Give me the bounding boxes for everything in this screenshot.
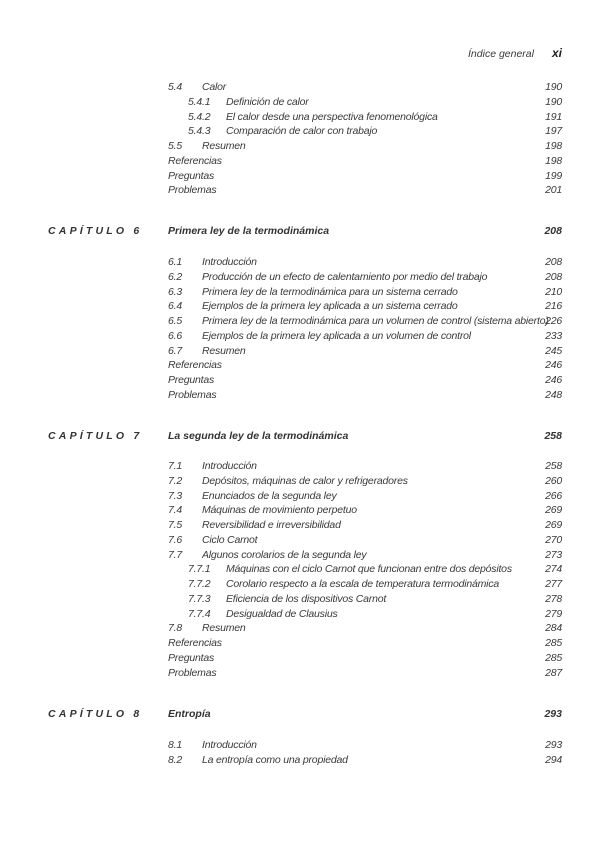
toc-entry: [0, 607, 600, 622]
entry-title: Producción de un efecto de calentamiento por medio del trabajo: [202, 270, 488, 283]
entry-title: Introducción: [202, 739, 257, 751]
toc-section: [0, 80, 600, 198]
entry-number: 7.7.3: [188, 592, 211, 605]
entry-number: 5.4.2: [188, 110, 211, 123]
entry-page: 246: [545, 374, 562, 386]
toc-entry: [0, 533, 600, 548]
entry-page: 197: [545, 125, 562, 138]
entry-title: Resumen: [202, 344, 246, 357]
toc-entry: [0, 592, 600, 607]
entry-title: Enunciados de la segunda ley: [202, 489, 337, 502]
toc-entry: [0, 139, 600, 154]
running-header-title: Índice general: [468, 48, 534, 60]
entry-title: El calor desde una perspectiva fenomenológica: [226, 110, 438, 123]
chapter-heading: [0, 706, 600, 722]
toc-entry: [0, 562, 600, 577]
chapter-page: 293: [544, 708, 562, 720]
toc-section: [0, 738, 600, 768]
toc-entry: [0, 373, 600, 388]
entry-number: 7.1: [168, 460, 182, 472]
toc-entry: [0, 329, 600, 344]
entry-number: 8.2: [168, 753, 182, 766]
toc-entry: [0, 154, 600, 169]
entry-number: 5.4.1: [188, 95, 211, 108]
chapter-title: Entropía: [168, 708, 211, 720]
entry-page: 190: [545, 81, 562, 93]
entry-page: 294: [545, 753, 562, 766]
chapter-label: CAPÍTULO 8: [48, 708, 143, 720]
entry-title: Corolario respecto a la escala de temperatura termodinámica: [226, 578, 500, 590]
chapter-label: CAPÍTULO 7: [48, 430, 143, 442]
entry-title: Reversibilidad e irreversibilidad: [202, 519, 341, 531]
toc-entry: [0, 738, 600, 753]
entry-title: Ciclo Carnot: [202, 533, 258, 546]
entry-title: Primera ley de la termodinámica para un sistema cerrado: [202, 285, 458, 298]
page-number: xi: [551, 46, 562, 60]
entry-number: 7.7.4: [188, 607, 211, 620]
entry-page: 208: [545, 270, 562, 283]
entry-number: 5.4: [168, 81, 182, 93]
entry-title: Preguntas: [168, 374, 215, 386]
entry-title: Ejemplos de la primera ley aplicada a un volumen de control: [202, 329, 471, 342]
toc-entry: [0, 270, 600, 285]
entry-title: Máquinas de movimiento perpetuo: [202, 504, 357, 517]
entry-page: 208: [545, 256, 562, 268]
entry-number: 7.7.2: [188, 578, 211, 590]
entry-page: 198: [545, 154, 562, 167]
toc-entry: [0, 489, 600, 504]
entry-number: 8.1: [168, 739, 182, 751]
entry-title: Referencias: [168, 359, 222, 372]
entry-page: 258: [545, 460, 562, 472]
entry-number: 7.7: [168, 548, 182, 561]
toc-entry: [0, 80, 600, 95]
entry-number: 7.2: [168, 474, 182, 487]
entry-number: 7.8: [168, 622, 182, 635]
entry-page: 190: [545, 95, 562, 108]
entry-title: Desigualdad de Clausius: [226, 607, 338, 620]
entry-page: 260: [545, 474, 562, 487]
toc-entry: [0, 636, 600, 651]
entry-number: 5.4.3: [188, 125, 211, 138]
entry-page: 279: [545, 607, 562, 620]
toc-entry: [0, 183, 600, 198]
entry-page: 266: [545, 489, 562, 502]
toc-entry: [0, 503, 600, 518]
toc-entry: [0, 358, 600, 373]
entry-page: 201: [545, 184, 562, 197]
entry-page: 248: [545, 388, 562, 401]
entry-page: 277: [545, 578, 562, 590]
entry-page: 287: [545, 666, 562, 679]
entry-page: 269: [545, 519, 562, 531]
chapter-page: 208: [544, 225, 562, 237]
chapter-title: La segunda ley de la termodinámica: [168, 430, 349, 442]
entry-title: Definición de calor: [226, 95, 309, 108]
chapter-heading: [0, 428, 600, 444]
entry-page: 270: [545, 533, 562, 546]
entry-number: 6.5: [168, 315, 182, 327]
toc-section: [0, 459, 600, 680]
entry-page: 245: [545, 344, 562, 357]
toc-entry: [0, 110, 600, 125]
toc-entry: [0, 388, 600, 403]
entry-page: 269: [545, 504, 562, 517]
toc-entry: [0, 666, 600, 681]
toc-entry: [0, 169, 600, 184]
entry-number: 7.6: [168, 533, 182, 546]
running-header: [468, 46, 562, 60]
entry-title: La entropía como una propiedad: [202, 753, 348, 766]
entry-title: Preguntas: [168, 169, 215, 182]
toc-entry: [0, 621, 600, 636]
entry-title: Primera ley de la termodinámica para un volumen de control (sistema abierto): [202, 315, 549, 327]
entry-title: Problemas: [168, 388, 217, 401]
entry-title: Eficiencia de los dispositivos Carnot: [226, 592, 387, 605]
entry-number: 7.5: [168, 519, 182, 531]
entry-page: 284: [545, 622, 562, 635]
toc-entry: [0, 344, 600, 359]
entry-title: Problemas: [168, 666, 217, 679]
entry-title: Ejemplos de la primera ley aplicada a un sistema cerrado: [202, 300, 458, 313]
entry-number: 7.3: [168, 489, 182, 502]
toc-section: [0, 255, 600, 403]
toc-entry: [0, 518, 600, 533]
toc-entry: [0, 459, 600, 474]
entry-page: 293: [545, 739, 562, 751]
toc-entry: [0, 548, 600, 563]
entry-page: 216: [545, 300, 562, 313]
entry-page: 210: [545, 285, 562, 298]
chapter-heading: [0, 223, 600, 239]
entry-title: Calor: [202, 81, 227, 93]
entry-title: Referencias: [168, 154, 222, 167]
entry-number: 6.2: [168, 270, 182, 283]
toc-entry: [0, 255, 600, 270]
entry-page: 199: [545, 169, 562, 182]
chapter-label: CAPÍTULO 6: [48, 225, 143, 237]
toc-entry: [0, 474, 600, 489]
entry-number: 7.4: [168, 504, 182, 517]
toc-entry: [0, 753, 600, 768]
toc-entry: [0, 285, 600, 300]
entry-page: 246: [545, 359, 562, 372]
toc-entry: [0, 124, 600, 139]
toc-entry: [0, 314, 600, 329]
entry-page: 273: [545, 548, 562, 561]
entry-number: 6.4: [168, 300, 182, 313]
entry-page: 191: [545, 110, 562, 123]
entry-title: Introducción: [202, 256, 257, 268]
toc-entry: [0, 299, 600, 314]
entry-title: Problemas: [168, 184, 217, 197]
entry-number: 6.6: [168, 329, 182, 342]
entry-title: Depósitos, máquinas de calor y refrigeradores: [202, 474, 408, 487]
entry-page: 285: [545, 651, 562, 664]
chapter-page: 258: [544, 430, 562, 442]
entry-number: 6.3: [168, 285, 182, 298]
toc-entry: [0, 651, 600, 666]
entry-page: 198: [545, 140, 562, 152]
entry-title: Comparación de calor con trabajo: [226, 125, 378, 138]
entry-title: Introducción: [202, 460, 257, 472]
entry-number: 6.7: [168, 344, 182, 357]
entry-page: 285: [545, 637, 562, 649]
entry-title: Algunos corolarios de la segunda ley: [202, 548, 367, 561]
entry-number: 7.7.1: [188, 563, 211, 576]
toc-entry: [0, 95, 600, 110]
entry-page: 278: [545, 592, 562, 605]
entry-page: 274: [545, 563, 562, 576]
entry-title: Preguntas: [168, 651, 215, 664]
entry-title: Referencias: [168, 637, 222, 649]
entry-page: 233: [545, 329, 562, 342]
toc-entry: [0, 577, 600, 592]
chapter-title: Primera ley de la termodinámica: [168, 225, 330, 237]
entry-number: 6.1: [168, 256, 182, 268]
entry-title: Resumen: [202, 140, 246, 152]
entry-number: 5.5: [168, 140, 182, 152]
entry-title: Resumen: [202, 622, 246, 635]
entry-page: 226: [545, 315, 562, 327]
entry-title: Máquinas con el ciclo Carnot que funcionan entre dos depósitos: [226, 563, 512, 576]
